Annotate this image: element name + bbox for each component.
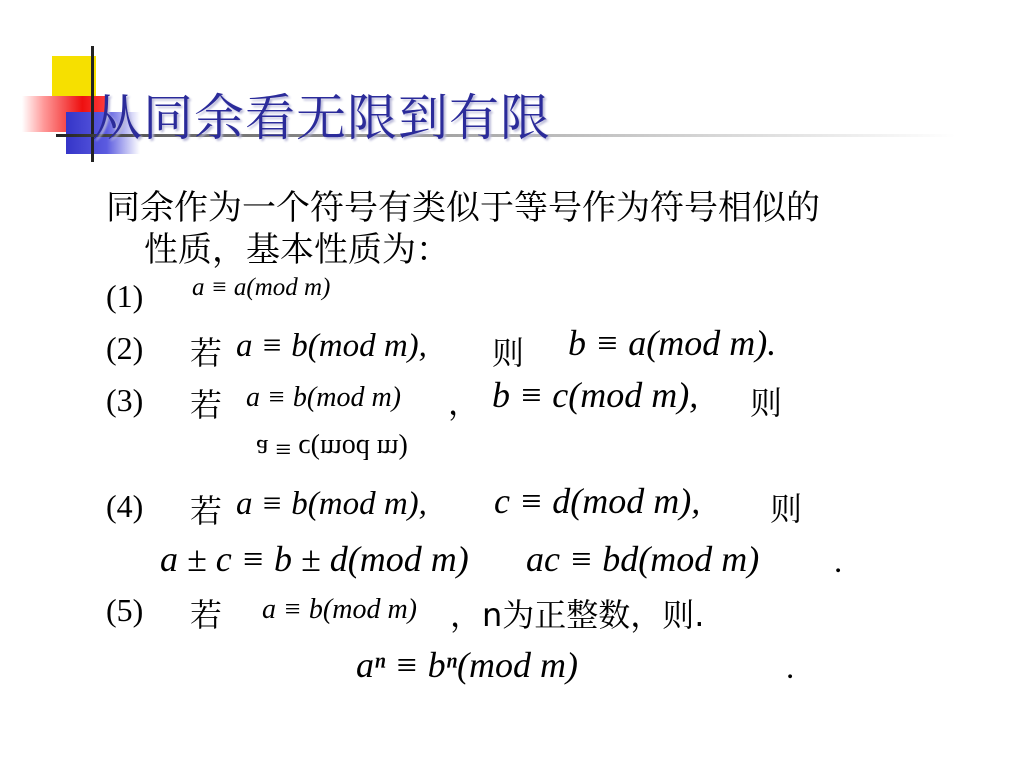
- item-1-formula: a ≡ a(mod m): [192, 274, 331, 301]
- item-5-formula-a: a ≡ b(mod m): [262, 594, 417, 625]
- item-3-label: (3): [106, 382, 144, 418]
- item-3-ruo: 若: [190, 386, 223, 424]
- item-4-formula-c: a ± c ≡ b ± d(mod m): [160, 539, 469, 579]
- item-2-formula-b: b ≡ a(mod m).: [568, 323, 777, 363]
- intro-line-2: 性质，基本性质为：: [144, 230, 450, 270]
- item-2-ze: 则: [492, 334, 525, 372]
- item-4-label: (4): [106, 488, 144, 524]
- item-2-label: (2): [106, 330, 144, 366]
- item-5-formula-b: aⁿ ≡ bⁿ(mod m): [356, 645, 578, 685]
- item-5-ruo: 若: [190, 596, 223, 634]
- item-4-formula-b: c ≡ d(mod m),: [494, 481, 701, 521]
- item-3-formula-b: b ≡ c(mod m),: [492, 375, 699, 415]
- item-4-formula-d: ac ≡ bd(mod m): [526, 539, 760, 579]
- item-2-formula-a: a ≡ b(mod m),: [236, 328, 427, 364]
- item-3-formula-c-wrap: [256, 432, 408, 464]
- item-5-dot: .: [786, 650, 795, 686]
- item-4-dot: .: [834, 544, 843, 580]
- item-5-label: (5): [106, 592, 144, 628]
- item-3-ze: 则: [750, 384, 783, 422]
- item-3-comma: ，: [448, 384, 481, 422]
- item-4-ze: 则: [770, 490, 803, 528]
- item-3-formula-a: a ≡ b(mod m): [246, 382, 401, 413]
- item-1-label: (1): [106, 278, 144, 314]
- intro-line-1: 同余作为一个符号有类似于等号作为符号相似的: [106, 188, 820, 228]
- item-3-formula-c: a ≡ c(mod m): [256, 433, 408, 464]
- item-2-ruo: 若: [190, 334, 223, 372]
- item-4-formula-a: a ≡ b(mod m),: [236, 486, 427, 522]
- item-5-text: ，n为正整数，则.: [450, 596, 705, 634]
- page-title: 从同余看无限到有限: [92, 89, 551, 147]
- item-4-ruo: 若: [190, 492, 223, 530]
